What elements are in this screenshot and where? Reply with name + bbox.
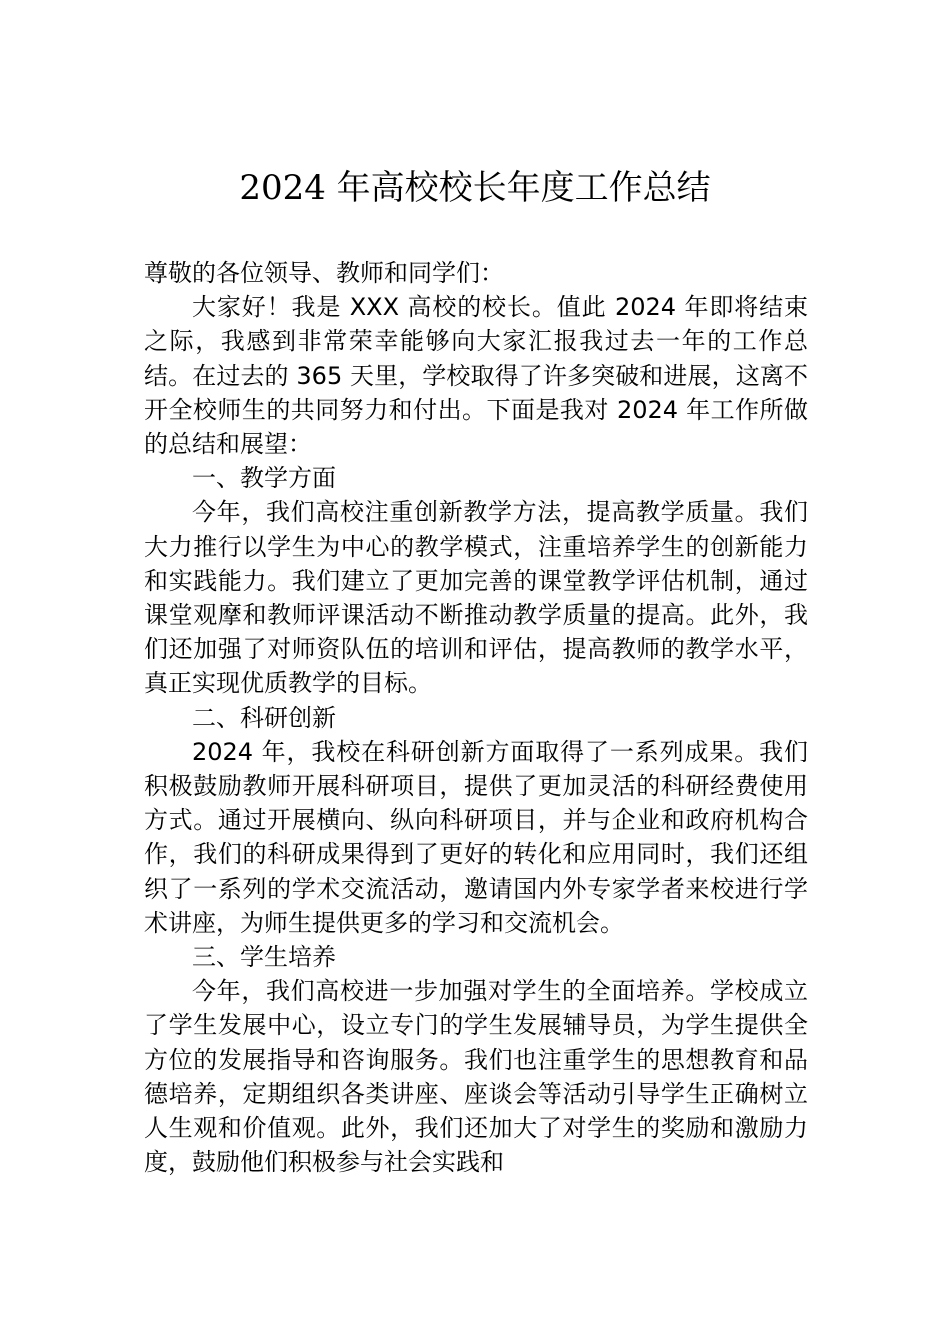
section-paragraph-research: 2024 年，我校在科研创新方面取得了一系列成果。我们积极鼓励教师开展科研项目，提供了更加灵活的科研经费使用方式。通过开展横向、纵向科研项目，并与企业和政府机构合作，我们的科研成果得到了更好的转化和应用同时，我们还组织了一系列的学术交流活动，邀请国内外专家学者来校进行学术讲座，为师生提供更多的学习和交流机会。	[144, 737, 808, 937]
salutation: 尊敬的各位领导、教师和同学们：	[144, 259, 504, 287]
intro-paragraph: 大家好！我是 XXX 高校的校长。值此 2024 年即将结束之际，我感到非常荣幸能够向大家汇报我过去一年的工作总结。在过去的 365 天里，学校取得了许多突破和进展，这离不开全校师生的共同努力和付出。下面是我对 2024 年工作所做的总结和展望：	[144, 293, 808, 459]
document-body	[144, 256, 808, 1179]
section-heading-research: 二、科研创新	[192, 703, 336, 732]
section-heading-teaching: 一、教学方面	[192, 464, 336, 493]
section-paragraph-students: 今年，我们高校进一步加强对学生的全面培养。学校成立了学生发展中心，设立专门的学生发展辅导员，为学生提供全方位的发展指导和咨询服务。我们也注重学生的思想教育和品德培养，定期组织各类讲座、座谈会等活动引导学生正确树立人生观和价值观。此外，我们还加大了对学生的奖励和激励力度，鼓励他们积极参与社会实践和	[144, 977, 808, 1177]
document-title: 2024 年高校校长年度工作总结	[239, 168, 711, 208]
section-paragraph-teaching: 今年，我们高校注重创新教学方法，提高教学质量。我们大力推行以学生为中心的教学模式，注重培养学生的创新能力和实践能力。我们建立了更加完善的课堂教学评估机制，通过课堂观摩和教师评课活动不断推动教学质量的提高。此外，我们还加强了对师资队伍的培训和评估，提高教师的教学水平，真正实现优质教学的目标。	[144, 498, 808, 698]
section-heading-students: 三、学生培养	[192, 943, 336, 972]
